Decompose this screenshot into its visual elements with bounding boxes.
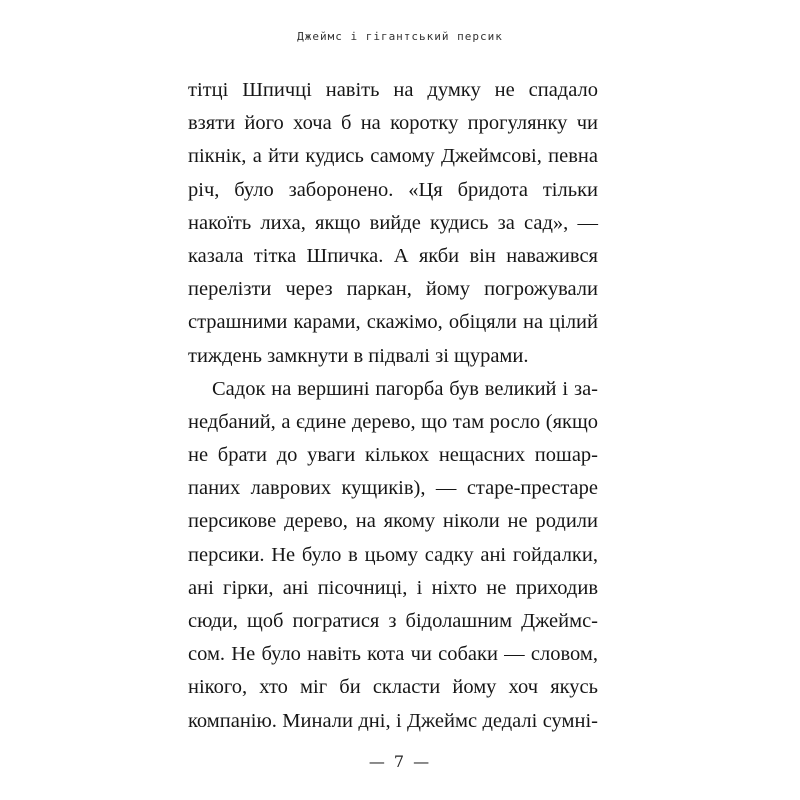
text-line: Садок на вершині пагорба був великий і за- xyxy=(212,377,598,400)
text-line: персикове дерево, на якому ніколи не родили xyxy=(188,510,598,533)
text-line: тітці Шпичці навіть на думку не спадало xyxy=(188,79,598,101)
text-line: пікнік, а йти кудись самому Джеймсові, певна xyxy=(188,145,598,168)
body-text xyxy=(188,74,598,738)
text-line: взяти його хоча б на коротку прогулянку чи xyxy=(188,112,598,135)
text-line: недбаний, а єдине дерево, що там росло (якщо xyxy=(188,410,598,433)
text-line: не брати до уваги кількох нещасних пошар- xyxy=(188,444,598,467)
text-line: компанію. Минали дні, і Джеймс дедалі сумні- xyxy=(188,709,598,732)
text-line: перелізти через паркан, йому погрожували xyxy=(188,278,598,301)
text-line: страшними карами, скажімо, обіцяли на цілий xyxy=(188,311,598,334)
page-number: — 7 — xyxy=(368,752,432,771)
text-line: накоїть лиха, якщо вийде кудись за сад», — xyxy=(188,211,598,234)
text-line: річ, було заборонено. «Ця бридота тільки xyxy=(188,178,598,201)
paragraph-2 xyxy=(188,373,598,738)
text-line: паних лаврових кущиків), — старе-престаре xyxy=(188,477,598,500)
text-line: сюди, щоб погратися з бідолашним Джеймс- xyxy=(188,610,598,632)
text-line: ані гірки, ані пісочниці, і ніхто не приходив xyxy=(188,576,598,599)
text-line: персики. Не було в цьому садку ані гойдалки, xyxy=(188,543,598,566)
paragraph-1 xyxy=(188,74,598,373)
running-head: Джеймс і гігантський персик xyxy=(297,30,503,43)
text-line: нікого, хто міг би скласти йому хоч якусь xyxy=(188,676,598,699)
text-line: тиждень замкнути в підвалі зі щурами. xyxy=(188,344,529,367)
text-line: сом. Не було навіть кота чи собаки — словом, xyxy=(188,643,598,666)
text-line: казала тітка Шпичка. А якби він наважився xyxy=(188,244,598,267)
